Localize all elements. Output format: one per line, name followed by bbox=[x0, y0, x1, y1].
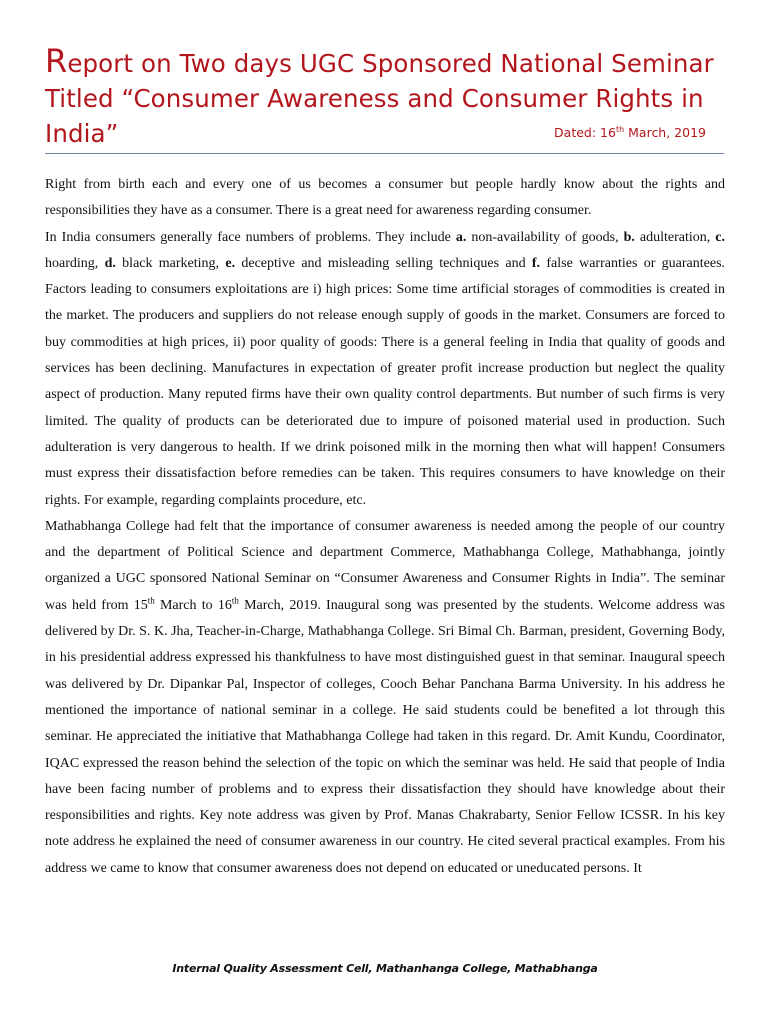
item-label-a: a. bbox=[455, 229, 467, 245]
page-footer: Internal Quality Assessment Cell, Mathanhanga College, Mathabhanga bbox=[172, 962, 598, 975]
item-label-c: c. bbox=[715, 229, 725, 245]
paragraph-intro: Right from birth each and every one of us becomes a consumer but people hardly know about the rights and responsibilities they have as a consumer. There is a great need for awareness regarding consumer. bbox=[45, 177, 725, 219]
report-body bbox=[45, 172, 725, 882]
date-prefix: Dated: 16 bbox=[554, 125, 616, 141]
seminar-ordinal-1: th bbox=[147, 595, 155, 606]
problems-intro: In India consumers generally face numbers of problems. They include bbox=[45, 229, 456, 245]
seminar-text-1: Mathabhanga College had felt that the importance of consumer awareness is needed among the people of our country and the department of Political Science and department Commerce, Mathabhanga College, Mathabhanga, jointly organized a UGC sponsored National Seminar on “Consumer Awareness and Consumer Rights in India”. The seminar was held from 15 bbox=[45, 518, 725, 613]
seminar-text-2: March to 16 bbox=[154, 597, 232, 613]
item-label-e: e. bbox=[225, 255, 236, 271]
item-text-d: black marketing, bbox=[115, 255, 226, 271]
title-divider bbox=[45, 153, 724, 154]
seminar-ordinal-2: th bbox=[231, 595, 239, 606]
item-label-d: d. bbox=[104, 255, 116, 271]
title-line-1 bbox=[45, 44, 735, 81]
title-line-2: Titled “Consumer Awareness and Consumer Rights in bbox=[45, 84, 704, 113]
title-line-1-text: eport on Two days UGC Sponsored National Seminar bbox=[67, 49, 714, 78]
item-label-f: f. bbox=[531, 255, 541, 271]
item-text-b: adulteration, bbox=[634, 229, 716, 245]
item-text-f: false warranties or guarantees. Factors leading to consumers exploitations are i) high prices: Some time artificial storages of commodities is created in the market. The producers and suppliers do not release enough supply of goods in the market. Consumers are forced to buy commodities at high prices, ii) poor quality of goods: There is a general feeling in India that quality of goods and services has been declining. Manufactures in expectation of greater profit increase production but neglect the quality aspect of production. Many reputed firms have their own quality control departments. But number of such firms is very limited. The quality of products can be deteriorated due to impure of poisoned material used in production. Such adulteration is very dangerous to health. If we drink poisoned milk in the morning then what will happen! Consumers must express their dissatisfaction before remedies can be taken. This requires consumers to have knowledge on their rights. For example, regarding complaints procedure, etc. bbox=[45, 255, 726, 508]
item-label-b: b. bbox=[623, 229, 635, 245]
date-ordinal: th bbox=[615, 125, 625, 134]
paragraph-seminar bbox=[45, 514, 725, 882]
report-date bbox=[554, 125, 706, 140]
item-text-c: hoarding, bbox=[45, 255, 105, 271]
title-line-3: India” bbox=[45, 119, 119, 148]
title-drop-cap: R bbox=[45, 42, 68, 80]
item-text-e: deceptive and misleading selling techniques and bbox=[235, 255, 532, 271]
date-suffix: March, 2019 bbox=[624, 125, 706, 141]
item-text-a: non-availability of goods, bbox=[466, 229, 624, 245]
seminar-text-3: March, 2019. Inaugural song was presented by the students. Welcome address was delivered by Dr. S. K. Jha, Teacher-in-Charge, Mathabhanga College. Sri Bimal Ch. Barman, president, Governing Body, in his presidential address expressed his thankfulness to have most distinguished guest in that seminar. Inaugural speech was delivered by Dr. Dipankar Pal, Inspector of colleges, Cooch Behar Panchana Barma University. In his address he mentioned the importance of national seminar in a college. He said students could be benefited a lot through this seminar. He appreciated the initiative that Mathabhanga College had taken in this regard. Dr. Amit Kundu, Coordinator, IQAC expressed the reason behind the selection of the topic on which the seminar was held. He said that people of India have been facing number of problems and to express their dissatisfaction they should have knowledge about their responsibilities and rights. Key note address was given by Prof. Manas Chakrabarty, Senior Fellow ICSSR. In his key note address he explained the need of consumer awareness in our country. He cited several practical examples. From his address we came to know that consumer awareness does not depend on educated or uneducated persons. It bbox=[45, 597, 725, 876]
paragraph-problems bbox=[45, 225, 725, 514]
